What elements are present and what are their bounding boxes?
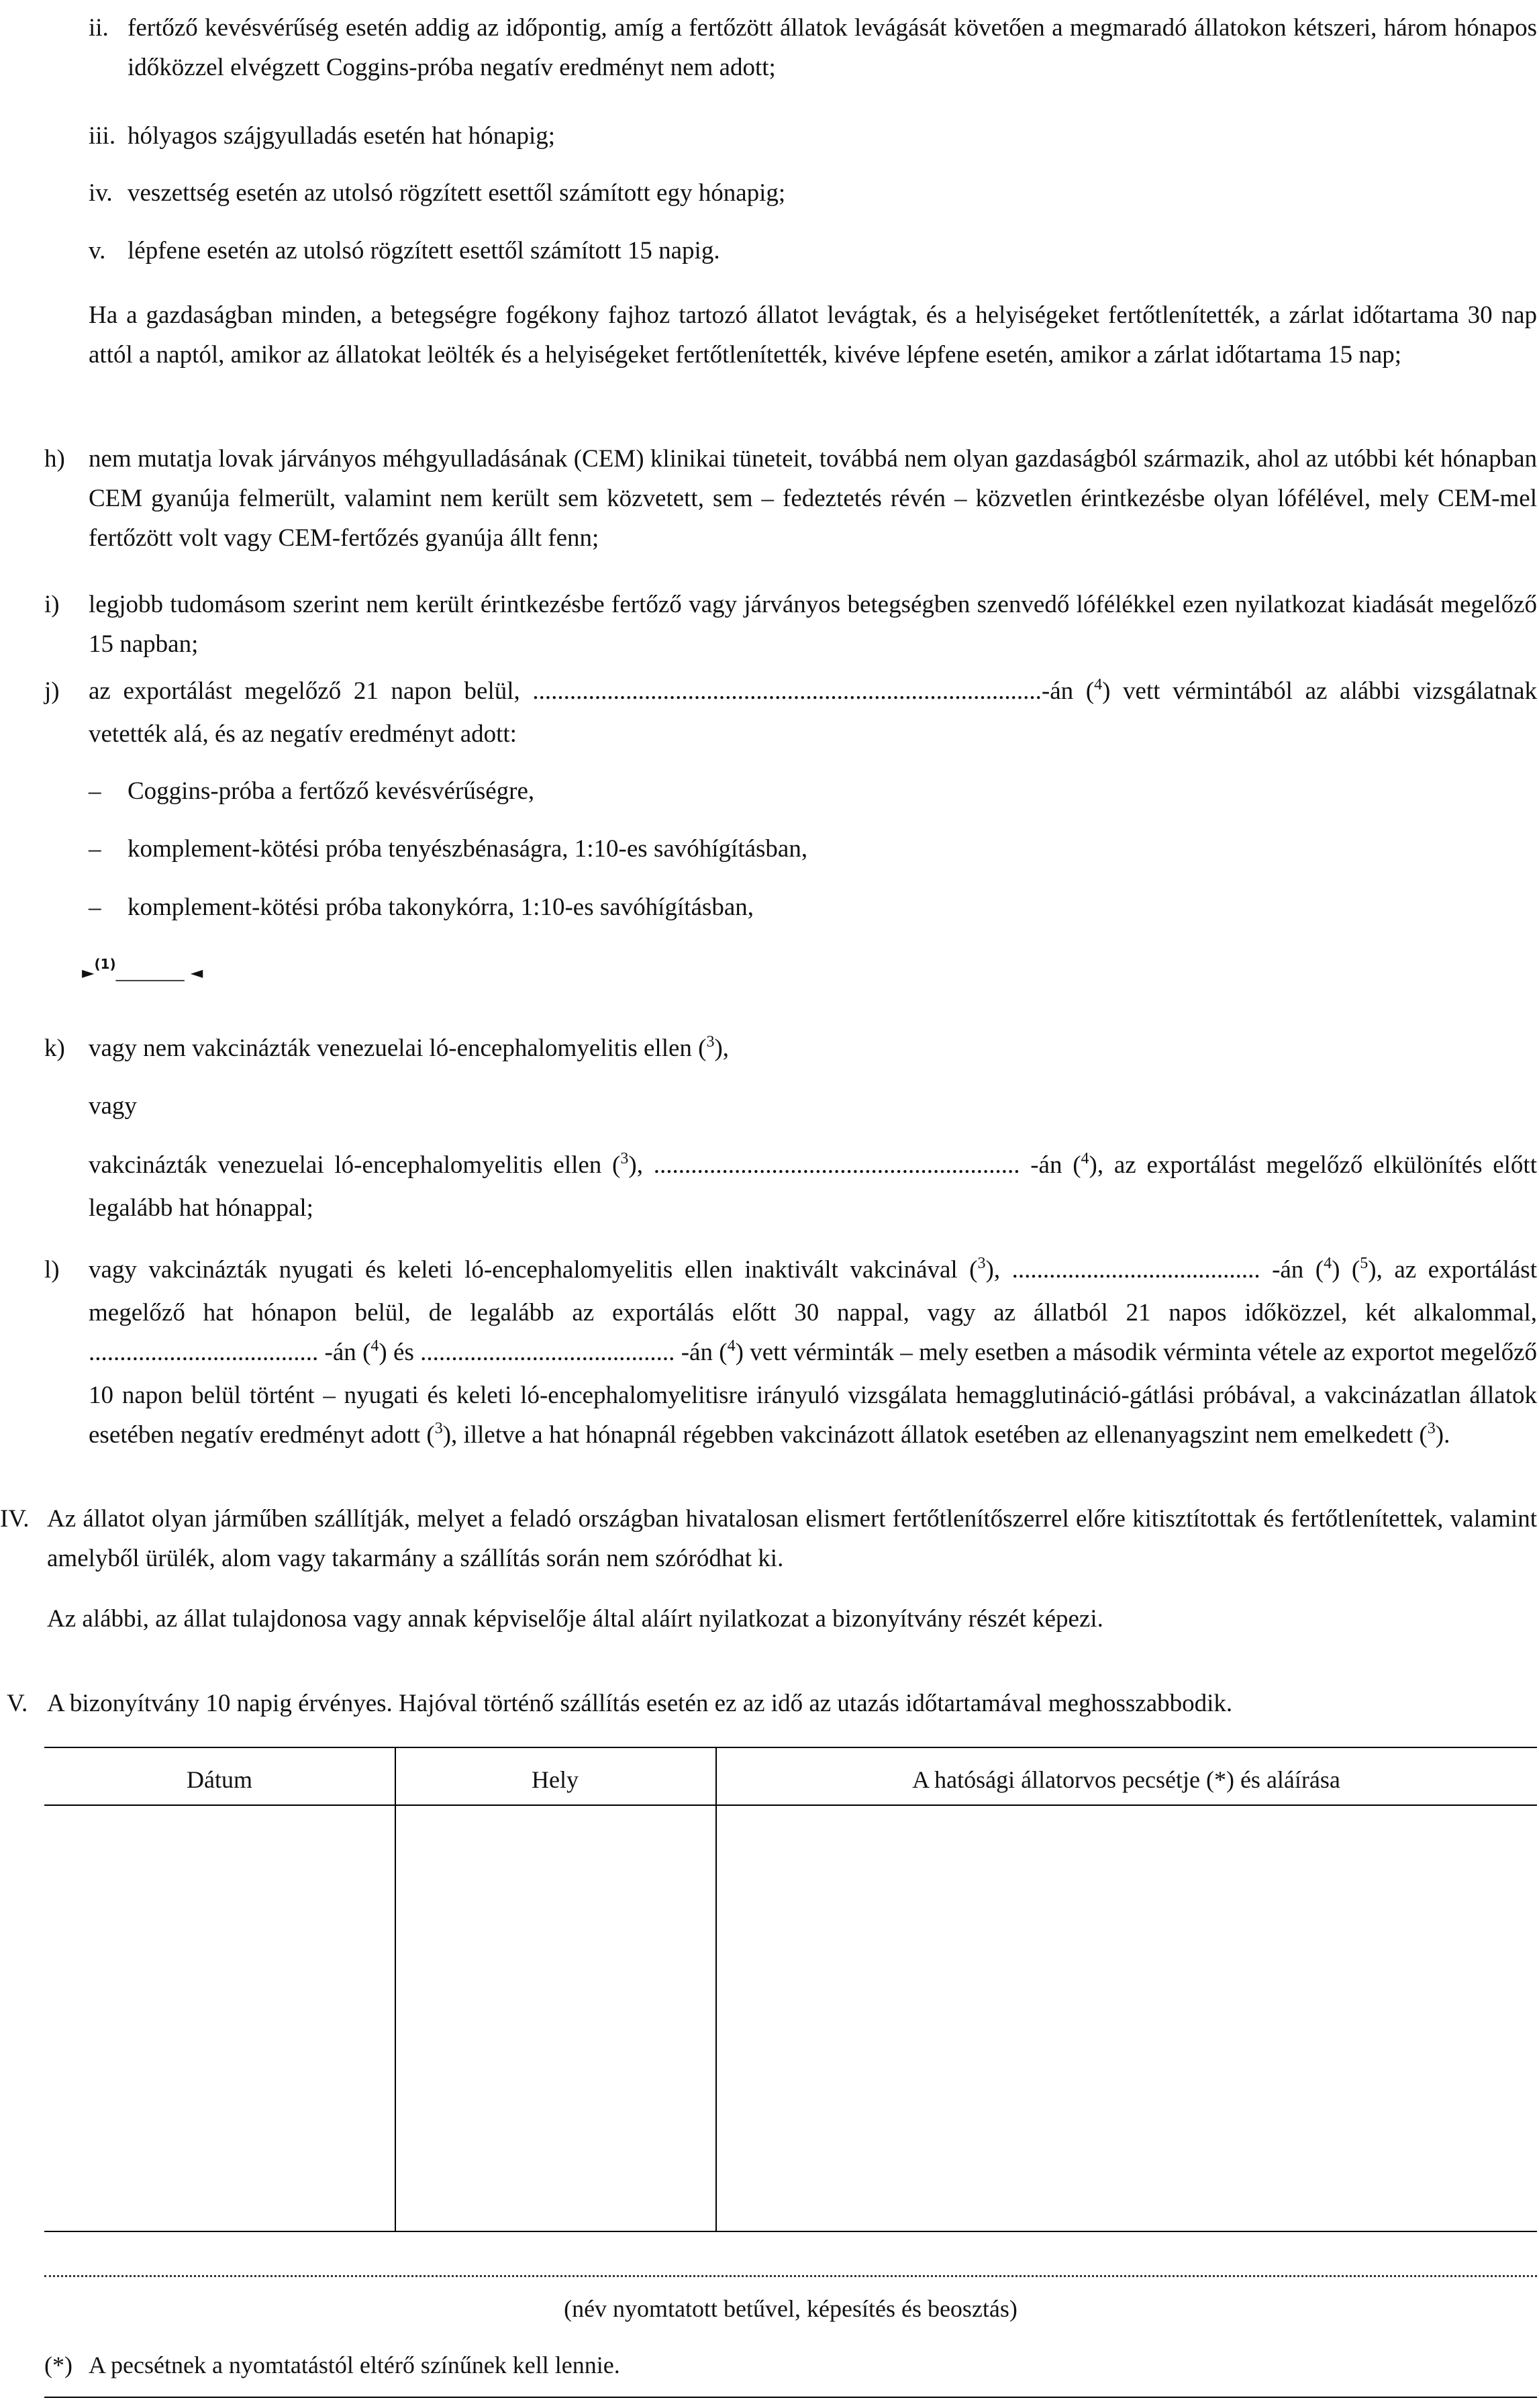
- table-header-place: Hely: [532, 1766, 579, 1793]
- signature-caption: (név nyomtatott betűvel, képesítés és beosztás): [564, 2295, 1017, 2322]
- item-label-h: h): [44, 445, 65, 473]
- section-v-text: A bizonyítvány 10 napig érvényes. Hajóval történő szállítás esetén ez az idő az utazás időtartamával meghosszabbodik.: [47, 1690, 1233, 1717]
- item-i-text: legjobb tudomásom szerint nem került érintkezésbe fertőző vagy járványos betegségben szenvedő lófélékkel ezen nyilatkozat kiadását megelőző 15 napban;: [89, 591, 1537, 658]
- test-item-1: Coggins-próba a fertőző kevésvérűségre,: [128, 777, 535, 805]
- item-label-iv: iv.: [89, 179, 113, 207]
- item-label-l: l): [44, 1256, 60, 1284]
- item-k-vagy: vagy: [89, 1092, 137, 1120]
- table-column-rule: [395, 1748, 396, 2231]
- item-label-k: k): [44, 1034, 65, 1062]
- dash-bullet: –: [89, 835, 101, 863]
- section-iv-p2: Az alábbi, az állat tulajdonosa vagy annak képviselője által aláírt nyilatkozat a bizonyítvány részét képezi.: [47, 1605, 1103, 1633]
- signature-dotted-line: [44, 2275, 1537, 2277]
- item-iv-text: veszettség esetén az utolsó rögzített esettől számított egy hónapig;: [128, 179, 786, 207]
- item-l-text: vagy vakcinázták nyugati és keleti ló-encephalomyelitis ellen inaktivált vakcinával ($^3$), ........................................ -án ($^4$) ($^5$), az exportálást megelőző hat hónapon belül, de legalább az exportálás előtt 30 nappal, vagy az állatból 21 napos időközzel, két alkalommal, ..................................... -án ($^4$) és ......................................... -án ($^4$) vett vérminták – mely esetben a második vérminta vétele az exportot megelőző 10 napon belül történt – nyugati és keleti ló-encephalomyelitisre irányuló vizsgálata hemagglutináció-gátlási próbával, a vakcinázatlan állatok esetében negatív eredményt adott ($^3$), illetve a hat hónapnál régebben vakcinázott állatok esetében az ellenanyagszint nem emelkedett ($^3$).: [89, 1255, 1537, 1449]
- item-ii-text: fertőző kevésvérűség esetén addig az időpontig, amíg a fertőzött állatok levágását követően a megmaradó állatokon kétszeri, három hónapos időközzel elvégzett Coggins-próba negatív eredményt nem adott;: [128, 14, 1537, 81]
- deletion-marker: ►$^{(1)}$______ ◄: [82, 956, 203, 983]
- item-label-i: i): [44, 591, 60, 618]
- table-header-rule: [44, 1804, 1537, 1806]
- table-header-stamp-signature: A hatósági állatorvos pecsétje (*) és aláírása: [912, 1766, 1340, 1793]
- footer-rule: [44, 2397, 1537, 2398]
- item-j-text: az exportálást megelőző 21 napon belül, ..................................................................................-án ($^4$) vett vérmintából az alábbi vizsgálatnak vetették alá, és az negatív eredményt adott:: [89, 676, 1538, 748]
- table-column-rule: [715, 1748, 717, 2231]
- quarantine-paragraph: Ha a gazdaságban minden, a betegségre fogékony fajhoz tartozó állatot levágtak, és a helyiségeket fertőtlenítették, a zárlat időtartama 30 nap attól a naptól, amikor az állatokat leölték és a helyiségeket fertőtlenítették, kivéve lépfene esetén, amikor a zárlat időtartama 15 nap;: [89, 301, 1537, 369]
- section-label-v: V.: [7, 1690, 28, 1717]
- item-iii-text: hólyagos szájgyulladás esetén hat hónapig;: [128, 122, 556, 150]
- item-label-j: j): [44, 677, 60, 705]
- item-k-line1: vagy nem vakcinázták venezuelai ló-encephalomyelitis ellen ($^3$),: [89, 1033, 730, 1062]
- item-label-ii: ii.: [89, 14, 109, 42]
- marker-start-icon: ►: [82, 963, 95, 982]
- signature-table: [44, 1747, 1537, 2232]
- footnote-label: (*): [44, 2352, 72, 2378]
- dash-bullet: –: [89, 894, 101, 921]
- item-v-text: lépfene esetén az utolsó rögzített esettől számított 15 napig.: [128, 237, 720, 264]
- table-header-date: Dátum: [187, 1766, 252, 1793]
- item-label-iii: iii.: [89, 122, 116, 150]
- test-item-2: komplement-kötési próba tenyészbénaságra, 1:10-es savóhígításban,: [128, 835, 808, 863]
- section-iv-p1: Az állatot olyan járműben szállítják, melyet a feladó országban hivatalosan elismert fertőtlenítőszerrel előre kitisztítottak és fertőtlenítettek, valamint amelyből ürülék, alom vagy takarmány a szállítás során nem szóródhat ki.: [47, 1505, 1537, 1572]
- section-label-iv: IV.: [0, 1505, 30, 1533]
- marker-end-icon: ◄: [190, 963, 203, 982]
- item-label-v: v.: [89, 237, 106, 264]
- footnote-text: A pecsétnek a nyomtatástól eltérő színűnek kell lennie.: [89, 2352, 620, 2378]
- test-item-3: komplement-kötési próba takonykórra, 1:10-es savóhígításban,: [128, 894, 754, 921]
- item-h-text: nem mutatja lovak járványos méhgyulladásának (CEM) klinikai tüneteit, továbbá nem olyan gazdaságból származik, ahol az utóbbi két hónapban CEM gyanúja felmerült, valamint nem került sem közvetett, sem – fedeztetés révén – közvetlen érintkezésbe olyan lófélével, mely CEM-mel fertőzött volt vagy CEM-fertőzés gyanúja állt fenn;: [89, 445, 1537, 552]
- dash-bullet: –: [89, 777, 101, 805]
- item-k-vaccinated: vakcinázták venezuelai ló-encephalomyelitis ellen ($^3$), ........................................................... -án ($^4$), az exportálást megelőző elkülönítés előtt legalább hat hónappal;: [89, 1150, 1537, 1222]
